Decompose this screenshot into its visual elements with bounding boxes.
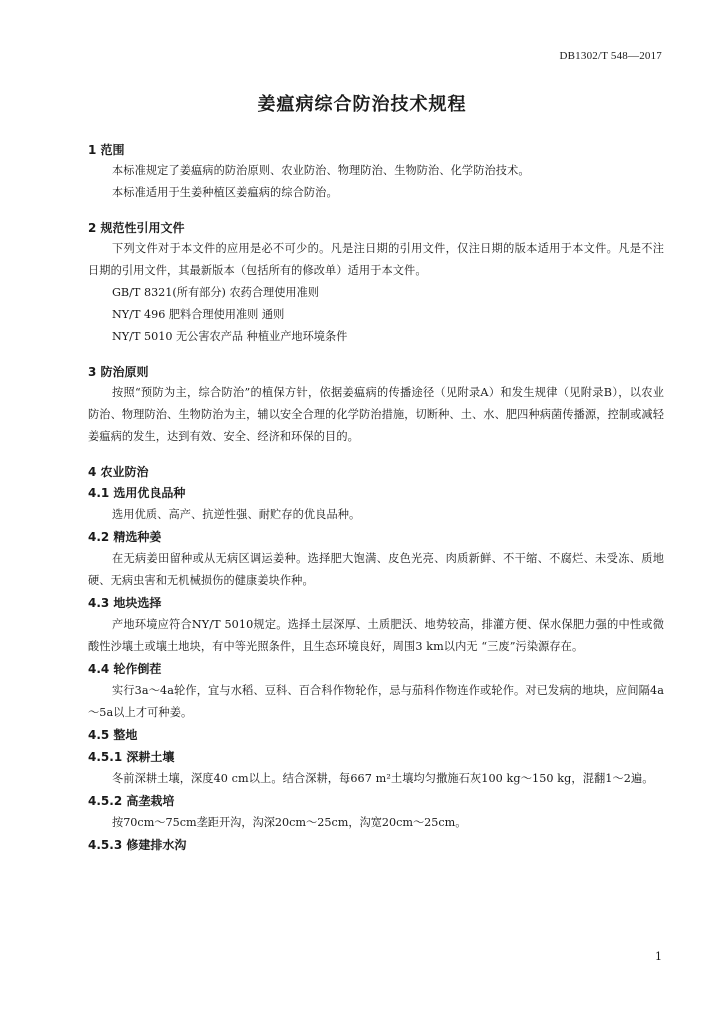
paragraph: 选用优质、高产、抗逆性强、耐贮存的优良品种。: [112, 508, 361, 521]
subsection-heading: 4.4 轮作倒茬: [88, 662, 162, 676]
section-heading-agricultural-control: 4 农业防治: [88, 465, 149, 479]
paragraph: 本标准适用于生姜种植区姜瘟病的综合防治。: [112, 186, 338, 199]
subsection-heading: 4.3 地块选择: [88, 596, 162, 610]
paragraph: 下列文件对于本文件的应用是必不可少的。凡是注日期的引用文件，仅注日期的版本适用于本文件。凡是不注日期的引用文件，其最新版本（包括所有的修改单）适用于本文件。: [88, 242, 664, 277]
subsection-heading: 4.1 选用优良品种: [88, 486, 186, 500]
document-title: 姜瘟病综合防治技术规程: [257, 94, 467, 115]
reference-item: GB/T 8321(所有部分) 农药合理使用准则: [112, 286, 319, 299]
paragraph: 冬前深耕土壤，深度40 cm以上。结合深耕，每667 m²土壤均匀撒施石灰100 kg～150 kg，混翻1～2遍。: [112, 772, 654, 785]
document-body: [88, 140, 664, 856]
section-heading-scope: 1 范围: [88, 143, 125, 157]
reference-item: NY/T 496 肥料合理使用准则 通则: [112, 308, 285, 321]
paragraph: 本标准规定了姜瘟病的防治原则、农业防治、物理防治、生物防治、化学防治技术。: [112, 164, 530, 177]
subsection-heading: 4.5.2 高垄栽培: [88, 794, 175, 808]
document-code: DB1302/T 548—2017: [559, 50, 662, 62]
page-number: 1: [655, 950, 662, 963]
subsection-heading: 4.2 精选种姜: [88, 530, 162, 544]
section-heading-principles: 3 防治原则: [88, 365, 149, 379]
paragraph: 实行3a～4a轮作，宜与水稻、豆科、百合科作物轮作，忌与茄科作物连作或轮作。对已发病的地块，应间隔4a～5a以上才可种姜。: [88, 684, 664, 719]
paragraph: 按70cm～75cm垄距开沟，沟深20cm～25cm，沟宽20cm～25cm。: [112, 816, 467, 829]
subsection-heading: 4.5 整地: [88, 728, 138, 742]
section-heading-normative-references: 2 规范性引用文件: [88, 221, 185, 235]
paragraph: 产地环境应符合NY/T 5010规定。选择土层深厚、土质肥沃、地势较高，排灌方便、保水保肥力强的中性或微酸性沙壤土或壤土地块，有中等光照条件，且生态环境良好，周围3 km以内无 “三废”污染源存在。: [88, 618, 664, 653]
paragraph: 按照“预防为主，综合防治”的植保方针，依据姜瘟病的传播途径（见附录A）和发生规律（见附录B），以农业防治、物理防治、生物防治为主，辅以安全合理的化学防治措施，切断种、土、水、肥四种病菌传播源，控制或减轻姜瘟病的发生，达到有效、安全、经济和环保的目的。: [88, 386, 664, 443]
paragraph: 在无病姜田留种或从无病区调运姜种。选择肥大饱满、皮色光亮、肉质新鲜、不干缩、不腐烂、未受冻、质地硬、无病虫害和无机械损伤的健康姜块作种。: [88, 552, 664, 587]
reference-item: NY/T 5010 无公害农产品 种植业产地环境条件: [112, 330, 348, 343]
subsection-heading: 4.5.3 修建排水沟: [88, 838, 187, 852]
subsection-heading: 4.5.1 深耕土壤: [88, 750, 175, 764]
